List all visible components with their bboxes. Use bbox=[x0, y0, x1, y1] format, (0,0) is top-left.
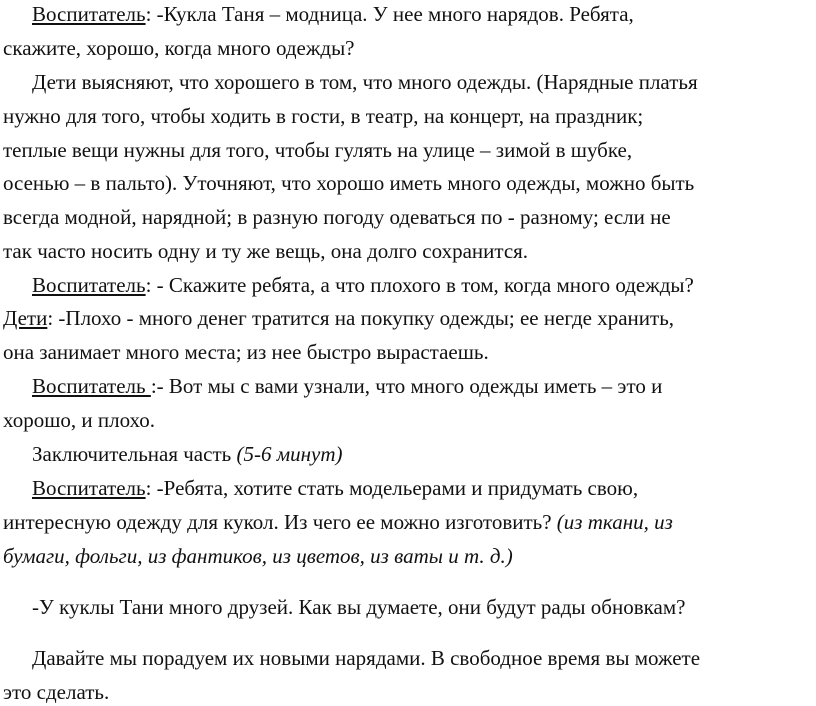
text-line: хорошо, и плохо. bbox=[3, 408, 156, 432]
text-line: теплые вещи нужны для того, чтобы гулять на улице – зимой в шубке, bbox=[3, 138, 633, 162]
text-line: так часто носить одну и ту же вещь, она долго сохранится. bbox=[3, 239, 529, 263]
speaker-children: Дети bbox=[3, 306, 48, 330]
dialogue-text: : -Ребята, хотите стать модельерами и придумать свою, bbox=[145, 476, 639, 500]
dialogue-text: : - Скажите ребята, а что плохого в том, когда много одежды? bbox=[145, 273, 694, 297]
section-duration: (5-6 минут) bbox=[236, 442, 343, 466]
paragraph-teacher-proposal bbox=[32, 478, 638, 499]
speaker-teacher: Воспитатель bbox=[32, 2, 146, 26]
text-line: она занимает много места; из нее быстро вырастаешь. bbox=[3, 340, 489, 364]
text-line bbox=[3, 512, 673, 533]
paragraph-doll-friends: -У куклы Тани много друзей. Как вы думаете, они будут рады обновкам? bbox=[32, 595, 686, 619]
dialogue-text: :- Вот мы с вами узнали, что много одежды иметь – это и bbox=[150, 374, 663, 398]
text-line: скажите, хорошо, когда много одежды? bbox=[3, 36, 355, 60]
speaker-teacher: Воспитатель bbox=[32, 374, 151, 398]
text-line: это сделать. bbox=[3, 680, 110, 704]
paragraph-teacher-question-2 bbox=[32, 275, 694, 296]
italic-note: бумаги, фольги, из фантиков, из цветов, из ваты и т. д.) bbox=[3, 544, 513, 568]
section-heading-final-part bbox=[32, 444, 343, 465]
section-label: Заключительная часть bbox=[32, 442, 237, 466]
paragraph-teacher-summary bbox=[32, 376, 662, 397]
italic-note: (из ткани, из bbox=[556, 510, 673, 534]
text-line: нужно для того, чтобы ходить в гости, в театр, на концерт, на праздник; bbox=[3, 104, 644, 128]
dialogue-text: : -Кукла Таня – модница. У нее много нарядов. Ребята, bbox=[145, 2, 634, 26]
text-line: осенью – в пальто). Уточняют, что хорошо иметь много одежды, можно быть bbox=[3, 171, 695, 195]
speaker-teacher: Воспитатель bbox=[32, 476, 146, 500]
speaker-teacher: Воспитатель bbox=[32, 273, 146, 297]
paragraph-children-answer bbox=[3, 308, 674, 329]
dialogue-text: : -Плохо - много денег тратится на покупку одежды; ее негде хранить, bbox=[47, 306, 675, 330]
dialogue-text: интересную одежду для кукол. Из чего ее можно изготовить? bbox=[3, 510, 557, 534]
text-line bbox=[3, 546, 513, 567]
paragraph-closing: Давайте мы порадуем их новыми нарядами. В свободное время вы можете bbox=[32, 646, 701, 670]
text-line: всегда модной, нарядной; в разную погоду одеваться по - разному; если не bbox=[3, 205, 671, 229]
paragraph-teacher-question bbox=[32, 4, 634, 25]
text-line: Дети выясняют, что хорошего в том, что много одежды. (Нарядные платья bbox=[32, 70, 698, 94]
